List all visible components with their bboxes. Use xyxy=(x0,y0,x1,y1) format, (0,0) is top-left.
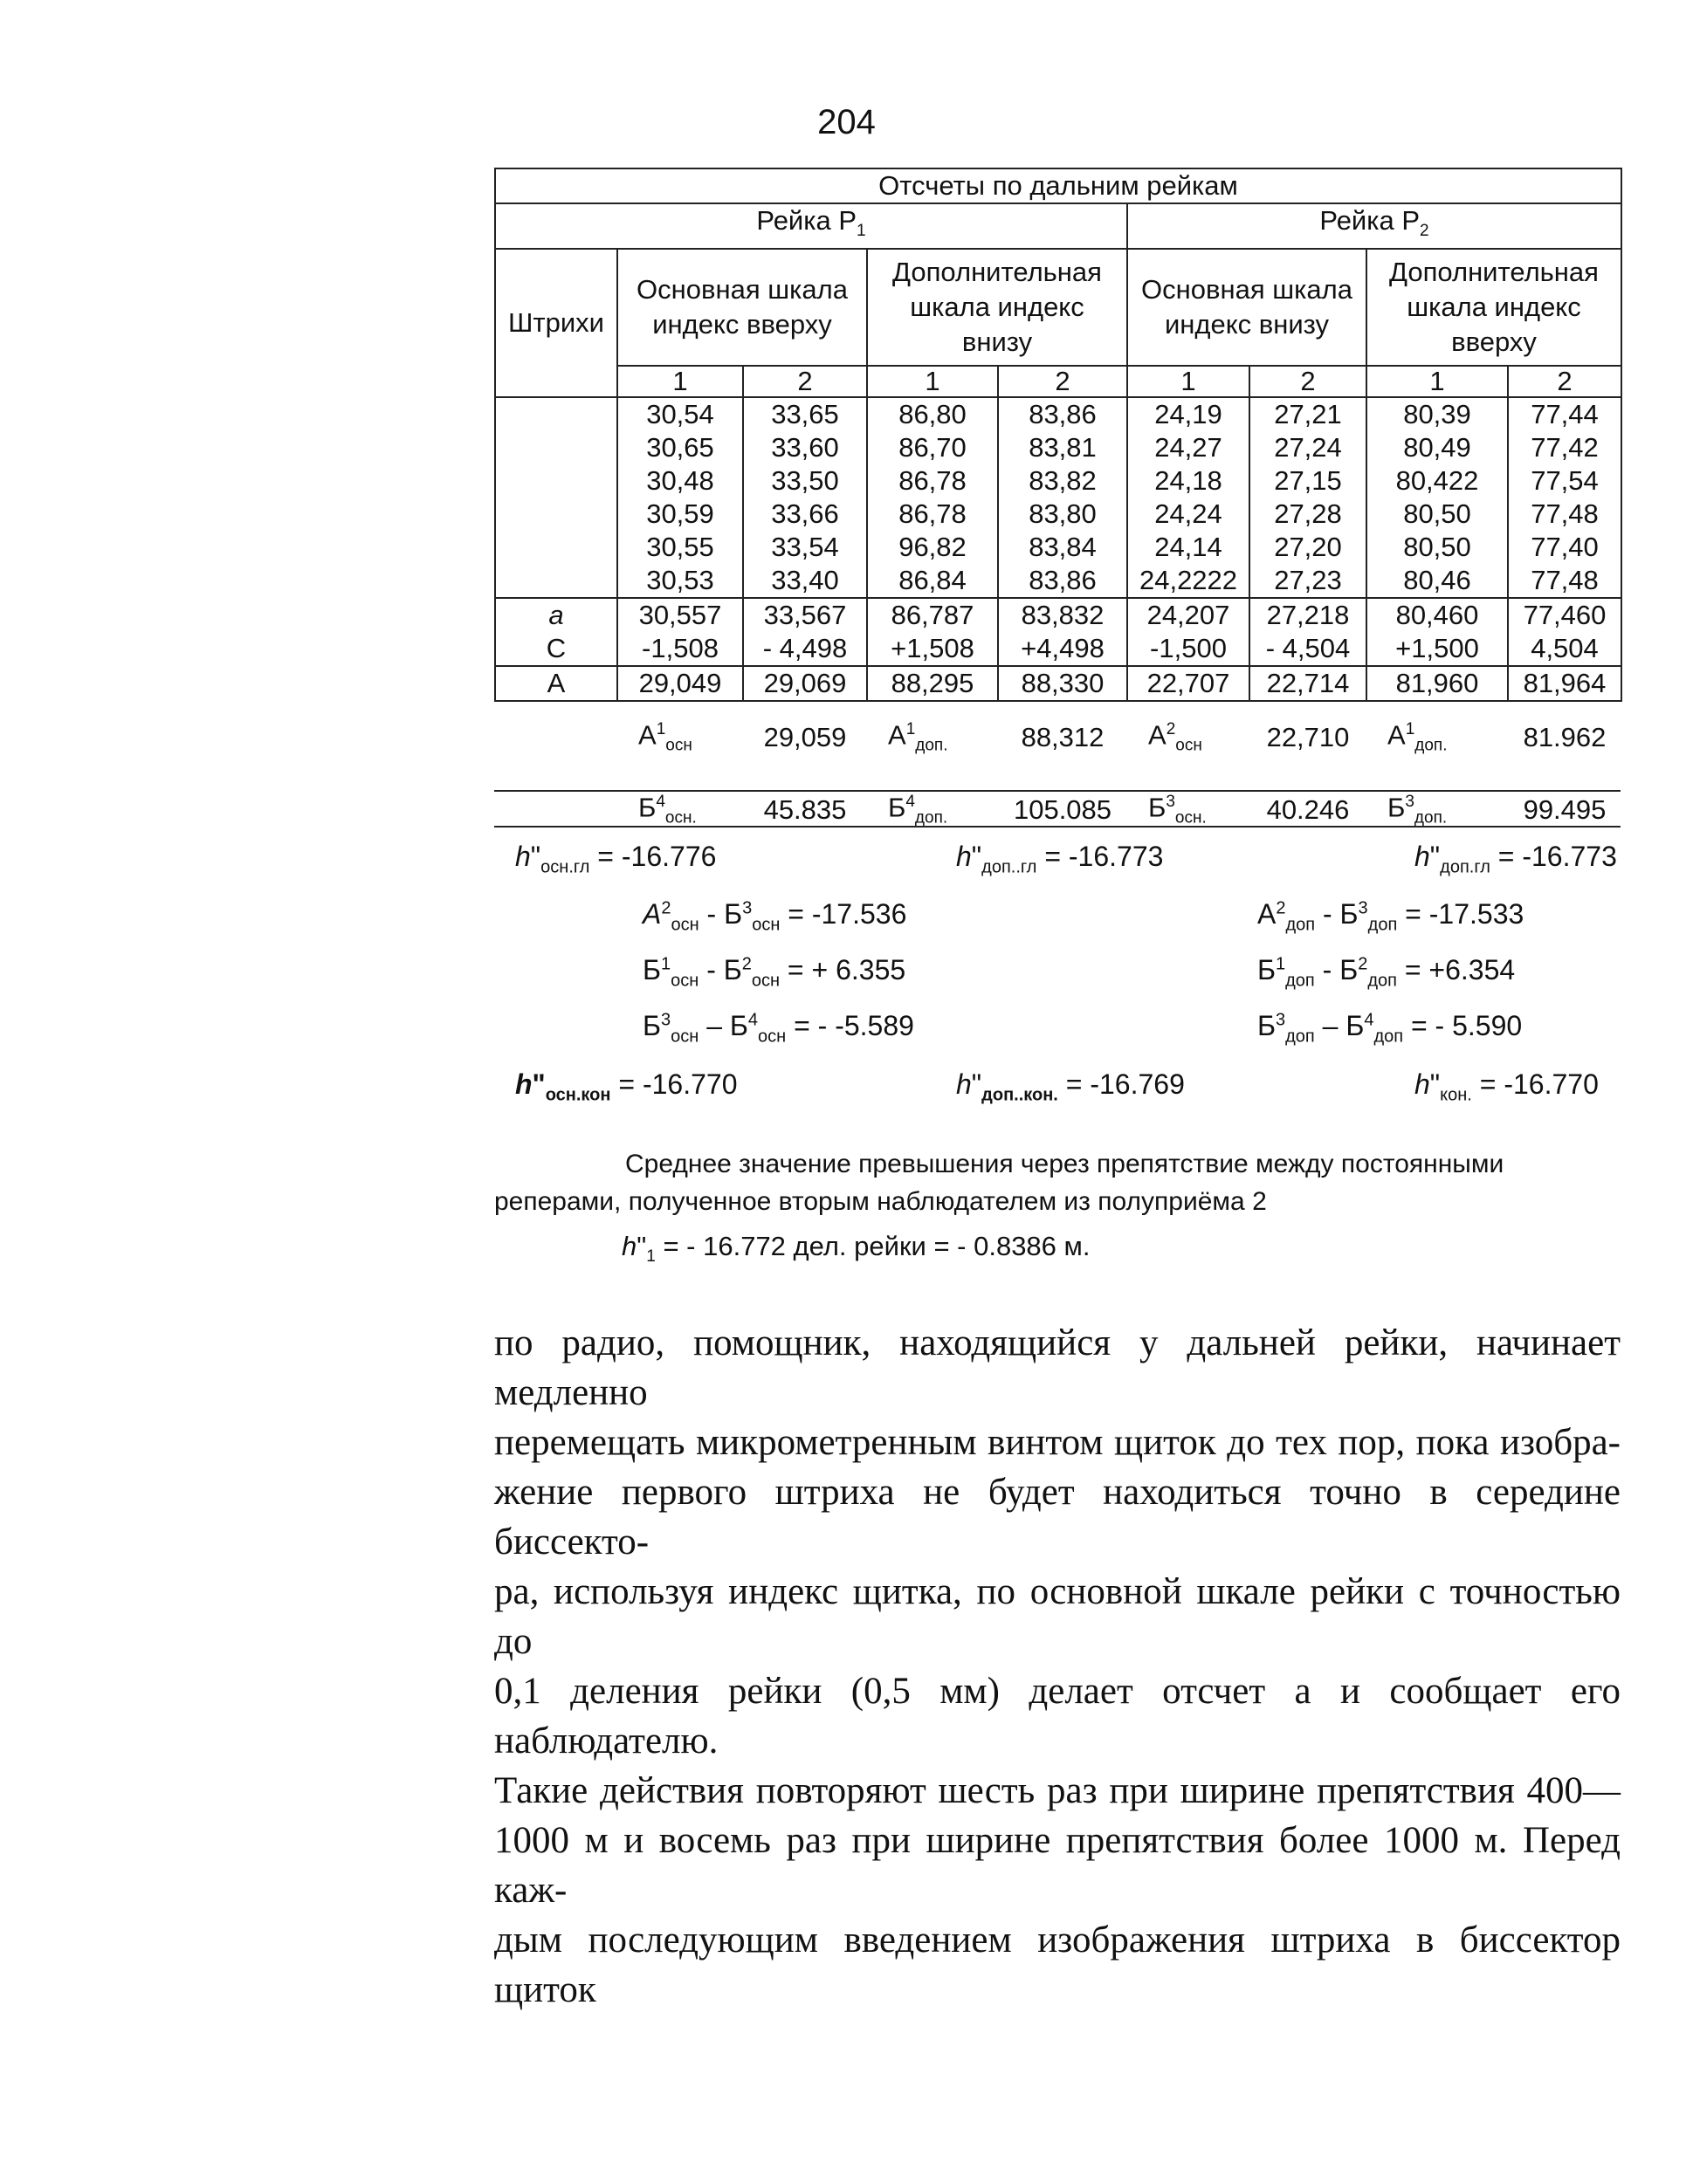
formula-diff-osn-2: $Б^1_{осн} - Б^2_{осн}$ = + 6.355 xyxy=(643,954,906,991)
formula-h-dop-kon: $h"_{доп..кон.} = -16.769$ xyxy=(956,1068,1185,1105)
summary-value: 81.962 xyxy=(1523,722,1607,753)
table-cell: 83,80 xyxy=(998,498,1127,531)
table-cell: 88,295 xyxy=(867,666,998,701)
table-cell: 80,46 xyxy=(1366,564,1508,598)
formula-diff-dop-1: $А^2_{доп} - Б^3_{доп} = -17.533$ xyxy=(1257,898,1524,935)
raw-readings xyxy=(495,397,1621,598)
strokes-header: Штрихи xyxy=(495,249,617,397)
summary-symbol: $Б^4_{доп.}$ xyxy=(888,792,948,828)
summary-row-A xyxy=(495,701,1621,774)
row-label-empty xyxy=(495,498,617,531)
body-line: 1000 м и восемь раз при ширине препятствия более 1000 м. Перед каж- xyxy=(494,1820,1621,1911)
table-cell: 33,40 xyxy=(743,564,867,598)
body-line: дым последующим введением изображения штриха в биссектор щиток xyxy=(494,1920,1621,2010)
table-cell: 86,70 xyxy=(867,431,998,464)
row-label-empty xyxy=(495,564,617,598)
table-cell: 86,78 xyxy=(867,498,998,531)
table-cell: 27,15 xyxy=(1249,464,1366,498)
body-line: по радио, помощник, находящийся у дальней рейки, начинает медленно xyxy=(494,1322,1621,1413)
summary-value: 45.835 xyxy=(763,793,847,825)
body-line: ра, используя индекс щитка, по основной шкале рейки с точностью до xyxy=(494,1571,1621,1662)
table-cell: 27,20 xyxy=(1249,531,1366,564)
table-cell: 4,504 xyxy=(1508,632,1621,666)
table-cell: 29,049 xyxy=(617,666,743,701)
table-cell: 24,2222 xyxy=(1127,564,1249,598)
summary-symbol: $Б^3_{осн.}$ xyxy=(1148,792,1207,828)
row-label-empty xyxy=(495,397,617,431)
col-number: 1 xyxy=(1366,366,1508,397)
table-cell: 86,84 xyxy=(867,564,998,598)
table-cell: 86,78 xyxy=(867,464,998,498)
col-number: 2 xyxy=(1249,366,1366,397)
row-label-empty xyxy=(495,464,617,498)
col-number: 2 xyxy=(743,366,867,397)
summary-symbol: $А^1_{доп.}$ xyxy=(888,719,948,755)
summary-row-B xyxy=(495,774,1621,847)
table-cell: 83,82 xyxy=(998,464,1127,498)
summary-symbol: $А^2_{осн}$ xyxy=(1148,719,1202,755)
table-cell: 96,82 xyxy=(867,531,998,564)
table-row xyxy=(495,397,1621,431)
formula-diff-osn-1: $А^2_{осн} - Б^3_{осн} = -17.536$ xyxy=(643,898,907,935)
table-cell: 81,964 xyxy=(1508,666,1621,701)
table-cell: 27,21 xyxy=(1249,397,1366,431)
formula-diff-dop-2: $Б^1_{доп} - Б^2_{доп} = +6.354$ xyxy=(1257,954,1516,991)
rail1-header: Рейка $Р_1$ xyxy=(495,203,1127,249)
summary-value: 40.246 xyxy=(1266,793,1350,825)
table-cell: 86,80 xyxy=(867,397,998,431)
row-label-c: С xyxy=(495,632,617,666)
summary-symbol: $А^1_{осн}$ xyxy=(638,719,692,755)
table-cell: 27,28 xyxy=(1249,498,1366,531)
table-cell: 30,54 xyxy=(617,397,743,431)
table-cell: 83,84 xyxy=(998,531,1127,564)
table-cell: 77,44 xyxy=(1508,397,1621,431)
table-cell: 77,460 xyxy=(1508,598,1621,632)
table-cell: 27,24 xyxy=(1249,431,1366,464)
body-line: Такие действия повторяют шесть раз при ширине препятствия 400— xyxy=(494,1770,1621,1811)
table-cell: 83,832 xyxy=(998,598,1127,632)
table-cell: 29,069 xyxy=(743,666,867,701)
table-cell: -1,508 xyxy=(617,632,743,666)
table-cell: 88,330 xyxy=(998,666,1127,701)
body-line: перемещать микрометренным винтом щиток до тех пор, пока изобра- xyxy=(494,1422,1621,1463)
formula-diff-osn-3: $Б^3_{осн} - Б^4_{осн}$ = - -5.589 xyxy=(643,1010,914,1047)
table-cell: 30,557 xyxy=(617,598,743,632)
table-cell: 22,714 xyxy=(1249,666,1366,701)
table-cell: +1,500 xyxy=(1366,632,1508,666)
col-number: 1 xyxy=(1127,366,1249,397)
table-row xyxy=(495,431,1621,464)
table-cell: 80,422 xyxy=(1366,464,1508,498)
body-paragraph xyxy=(494,1318,1621,2015)
table-cell: 24,24 xyxy=(1127,498,1249,531)
row-label-A: А xyxy=(495,666,617,701)
formula-h-dop-gl-2: $h"_{доп.гл} = -16.773$ xyxy=(1414,841,1617,877)
table-row xyxy=(495,464,1621,498)
col-number: 2 xyxy=(1508,366,1621,397)
table-row xyxy=(495,564,1621,598)
table-cell: 24,207 xyxy=(1127,598,1249,632)
table-cell: 27,23 xyxy=(1249,564,1366,598)
table-cell: 33,567 xyxy=(743,598,867,632)
table-cell: 80,460 xyxy=(1366,598,1508,632)
rail2-header: Рейка $Р_2$ xyxy=(1127,203,1621,249)
table-cell: 33,66 xyxy=(743,498,867,531)
page-number: 204 xyxy=(817,103,876,141)
formula-h-dop-gl: $h"_{доп..гл} = -16.773$ xyxy=(956,841,1164,877)
caption-line: Среднее значение превышения через препятствие между постоянными xyxy=(625,1150,1504,1178)
col-group-header: Дополнительная шкала индекс внизу xyxy=(867,249,1127,366)
table-cell: 77,42 xyxy=(1508,431,1621,464)
table-cell: 83,86 xyxy=(998,564,1127,598)
caption-line: реперами, полученное вторым наблюдателем из полуприёма 2 xyxy=(494,1187,1267,1216)
table-cell: 24,19 xyxy=(1127,397,1249,431)
summary-value: 88,312 xyxy=(1021,722,1105,753)
col-group-header: Основная шкала индекс внизу xyxy=(1127,249,1366,366)
table-bottom-rule xyxy=(494,826,1621,828)
readings-table xyxy=(494,168,1622,846)
table-cell: 30,59 xyxy=(617,498,743,531)
summary-value: 29,059 xyxy=(763,722,847,753)
summary-symbol: $Б^4_{осн.}$ xyxy=(638,792,697,828)
table-cell: 77,48 xyxy=(1508,564,1621,598)
table-bottom-rule xyxy=(494,790,1621,792)
table-cell: 30,65 xyxy=(617,431,743,464)
table-title: Отсчеты по дальним рейкам xyxy=(495,168,1621,203)
formula-h-osn-gl: $h"_{осн.гл} = -16.776$ xyxy=(515,841,717,877)
table-cell: 24,14 xyxy=(1127,531,1249,564)
table-cell: 80,39 xyxy=(1366,397,1508,431)
summary-symbol: $А^1_{доп.}$ xyxy=(1387,719,1448,755)
row-label-empty xyxy=(495,531,617,564)
table-cell: 27,218 xyxy=(1249,598,1366,632)
row-label-empty xyxy=(495,431,617,464)
summary-value: 99.495 xyxy=(1523,793,1607,825)
table-cell: 80,50 xyxy=(1366,531,1508,564)
summary-symbol: $Б^3_{доп.}$ xyxy=(1387,792,1448,828)
col-number: 2 xyxy=(998,366,1127,397)
formula-h-kon: $h"_{кон.} = -16.770$ xyxy=(1414,1068,1599,1105)
table-cell: 24,18 xyxy=(1127,464,1249,498)
table-cell: 33,60 xyxy=(743,431,867,464)
col-group-header: Дополнительная шкала индекс вверху xyxy=(1366,249,1621,366)
table-cell: 30,48 xyxy=(617,464,743,498)
table-cell: +4,498 xyxy=(998,632,1127,666)
body-line: жение первого штриха не будет находиться точно в середине биссекто- xyxy=(494,1472,1621,1562)
caption xyxy=(494,1145,1621,1220)
table-cell: 33,65 xyxy=(743,397,867,431)
col-number: 1 xyxy=(867,366,998,397)
table-cell: 80,50 xyxy=(1366,498,1508,531)
table-cell: - 4,498 xyxy=(743,632,867,666)
table-cell: 80,49 xyxy=(1366,431,1508,464)
table-cell: 30,53 xyxy=(617,564,743,598)
table-cell: 83,81 xyxy=(998,431,1127,464)
table-row xyxy=(495,498,1621,531)
table-cell: 77,40 xyxy=(1508,531,1621,564)
table-cell: 77,48 xyxy=(1508,498,1621,531)
table-cell: 24,27 xyxy=(1127,431,1249,464)
final-result: $h"_1$ = - 16.772 дел. рейки = - 0.8386 м. xyxy=(622,1231,1091,1267)
formula-diff-dop-3: $Б^3_{доп} - Б^4_{доп}$ = - 5.590 xyxy=(1257,1010,1523,1047)
table-cell: 30,55 xyxy=(617,531,743,564)
table-cell: 77,54 xyxy=(1508,464,1621,498)
body-line: 0,1 деления рейки (0,5 мм) делает отсчет а и сообщает его наблюдателю. xyxy=(494,1671,1621,1762)
table-row xyxy=(495,531,1621,564)
summary-value: 22,710 xyxy=(1266,722,1350,753)
table-cell: +1,508 xyxy=(867,632,998,666)
row-label-a: а xyxy=(495,598,617,632)
table-cell: 33,54 xyxy=(743,531,867,564)
table-cell: 22,707 xyxy=(1127,666,1249,701)
table-cell: -1,500 xyxy=(1127,632,1249,666)
formula-h-osn-kon: $h"_{осн.кон} = -16.770$ xyxy=(515,1068,738,1105)
summary-value: 105.085 xyxy=(1013,793,1112,825)
col-group-header: Основная шкала индекс вверху xyxy=(617,249,867,366)
table-cell: - 4,504 xyxy=(1249,632,1366,666)
table-cell: 83,86 xyxy=(998,397,1127,431)
col-number: 1 xyxy=(617,366,743,397)
table-cell: 33,50 xyxy=(743,464,867,498)
table-cell: 81,960 xyxy=(1366,666,1508,701)
table-cell: 86,787 xyxy=(867,598,998,632)
